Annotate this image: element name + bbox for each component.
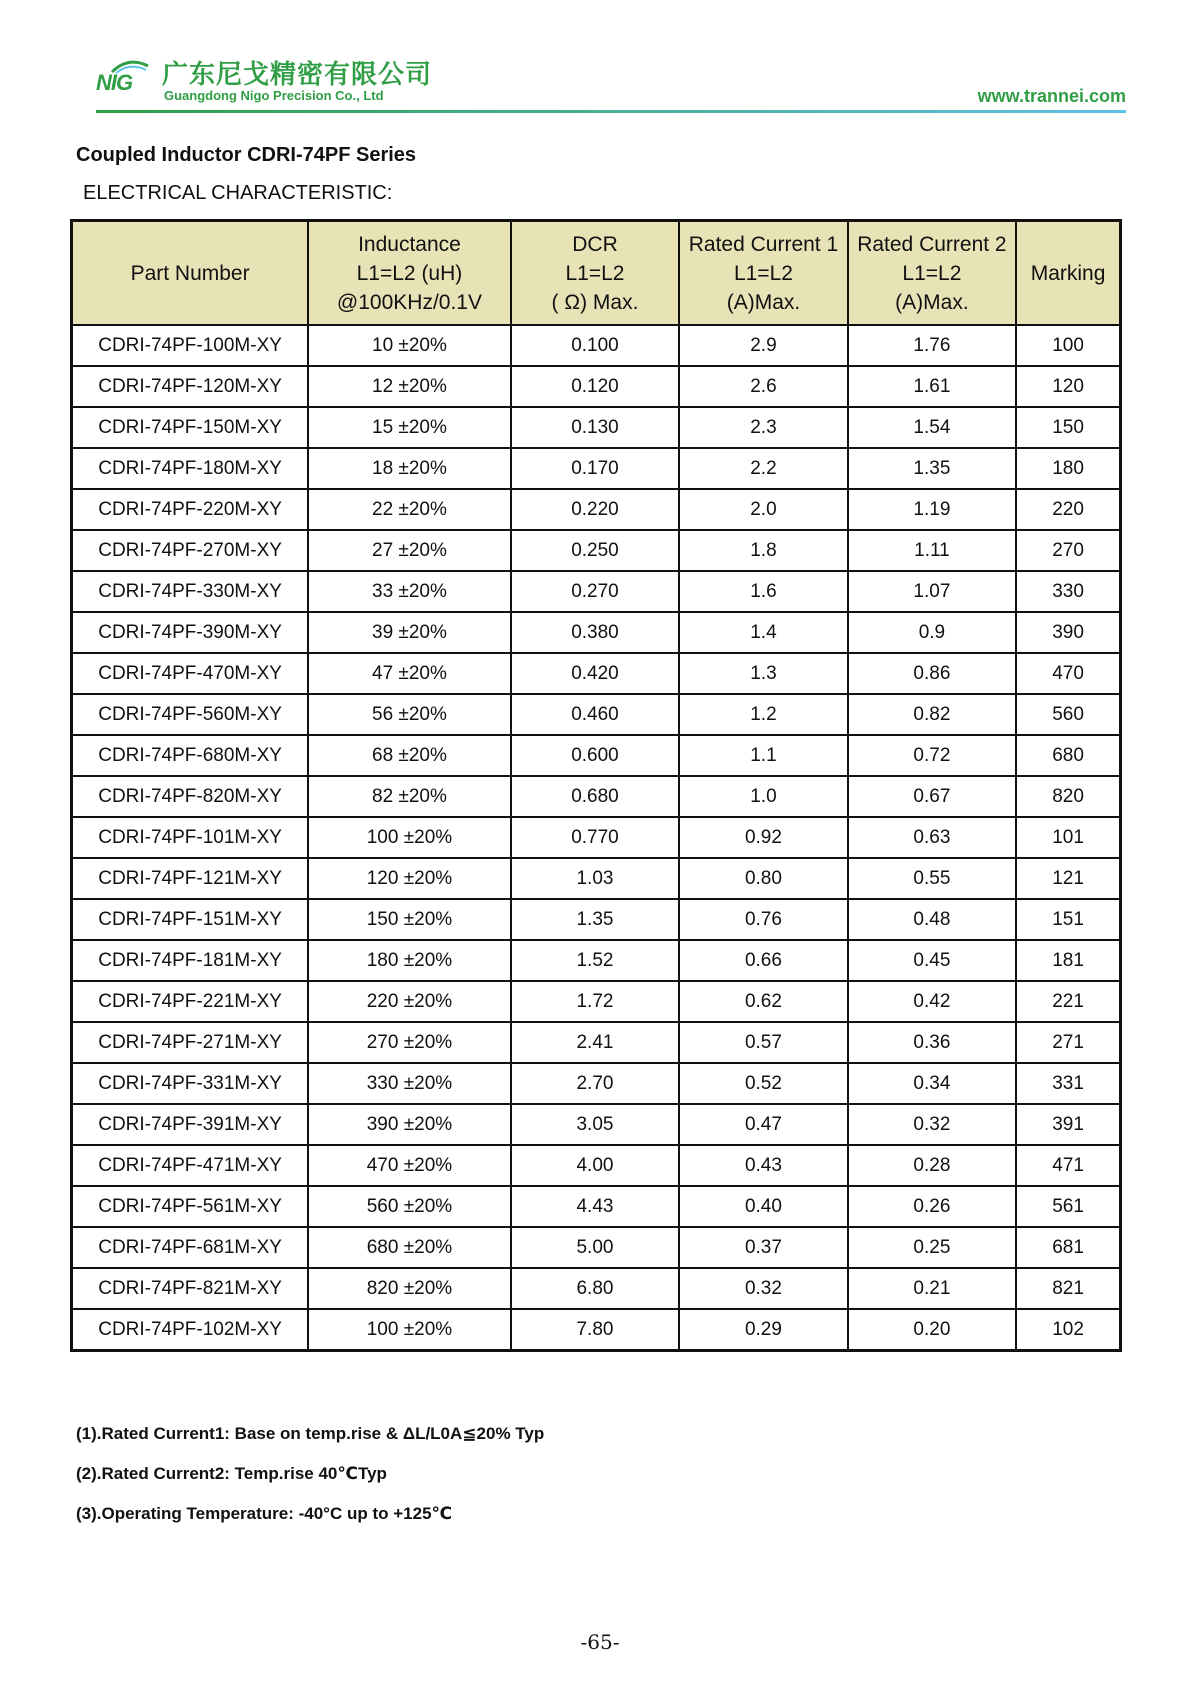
cell-marking: 181 bbox=[1016, 940, 1120, 981]
cell-marking: 102 bbox=[1016, 1309, 1120, 1351]
cell-rated-current-1: 0.92 bbox=[679, 817, 847, 858]
cell-dcr: 0.250 bbox=[511, 530, 679, 571]
cell-part-number: CDRI-74PF-101M-XY bbox=[72, 817, 309, 858]
column-header-line: L1=L2 bbox=[902, 261, 962, 285]
cell-dcr: 5.00 bbox=[511, 1227, 679, 1268]
cell-part-number: CDRI-74PF-470M-XY bbox=[72, 653, 309, 694]
cell-rated-current-2: 0.36 bbox=[848, 1022, 1016, 1063]
footnote-item: (2).Rated Current2: Temp.rise 40℃Typ bbox=[76, 1464, 387, 1483]
cell-rated-current-2: 0.26 bbox=[848, 1186, 1016, 1227]
cell-rated-current-1: 0.62 bbox=[679, 981, 847, 1022]
table-row bbox=[72, 1309, 1121, 1351]
cell-marking: 221 bbox=[1016, 981, 1120, 1022]
table-row bbox=[72, 899, 1121, 940]
cell-dcr: 0.770 bbox=[511, 817, 679, 858]
table-row bbox=[72, 776, 1121, 817]
cell-part-number: CDRI-74PF-271M-XY bbox=[72, 1022, 309, 1063]
cell-dcr: 0.100 bbox=[511, 325, 679, 366]
cell-inductance: 12 ±20% bbox=[308, 366, 511, 407]
table-row bbox=[72, 1104, 1121, 1145]
table-row bbox=[72, 325, 1121, 366]
cell-marking: 220 bbox=[1016, 489, 1120, 530]
page-header bbox=[96, 52, 1126, 110]
cell-dcr: 0.380 bbox=[511, 612, 679, 653]
column-header-line: Marking bbox=[1030, 261, 1106, 285]
cell-rated-current-1: 0.47 bbox=[679, 1104, 847, 1145]
cell-dcr: 0.170 bbox=[511, 448, 679, 489]
cell-marking: 560 bbox=[1016, 694, 1120, 735]
cell-dcr: 0.680 bbox=[511, 776, 679, 817]
cell-marking: 470 bbox=[1016, 653, 1120, 694]
column-header-line: L1=L2 bbox=[733, 261, 793, 285]
electrical-characteristics-table bbox=[70, 219, 1122, 1352]
table-body bbox=[72, 325, 1121, 1351]
column-header-inductance bbox=[308, 221, 511, 326]
footnote-item: (1).Rated Current1: Base on temp.rise & ΔL/L0A≦20% Typ bbox=[76, 1424, 545, 1443]
cell-rated-current-1: 0.66 bbox=[679, 940, 847, 981]
cell-rated-current-2: 1.11 bbox=[848, 530, 1016, 571]
table-row bbox=[72, 1022, 1121, 1063]
company-name-en: Guangdong Nigo Precision Co., Ltd bbox=[164, 88, 384, 103]
column-header-line: ( Ω) Max. bbox=[551, 290, 639, 314]
cell-rated-current-2: 1.54 bbox=[848, 407, 1016, 448]
cell-rated-current-1: 2.3 bbox=[679, 407, 847, 448]
cell-rated-current-2: 0.32 bbox=[848, 1104, 1016, 1145]
cell-inductance: 47 ±20% bbox=[308, 653, 511, 694]
cell-dcr: 4.43 bbox=[511, 1186, 679, 1227]
cell-inductance: 33 ±20% bbox=[308, 571, 511, 612]
cell-rated-current-1: 0.52 bbox=[679, 1063, 847, 1104]
table-row bbox=[72, 981, 1121, 1022]
cell-rated-current-1: 1.1 bbox=[679, 735, 847, 776]
cell-rated-current-1: 2.6 bbox=[679, 366, 847, 407]
cell-inductance: 120 ±20% bbox=[308, 858, 511, 899]
cell-dcr: 0.220 bbox=[511, 489, 679, 530]
cell-inductance: 18 ±20% bbox=[308, 448, 511, 489]
cell-dcr: 7.80 bbox=[511, 1309, 679, 1351]
cell-dcr: 2.41 bbox=[511, 1022, 679, 1063]
column-header-line: DCR bbox=[572, 232, 618, 256]
cell-rated-current-1: 1.2 bbox=[679, 694, 847, 735]
cell-part-number: CDRI-74PF-471M-XY bbox=[72, 1145, 309, 1186]
cell-rated-current-2: 0.45 bbox=[848, 940, 1016, 981]
table-row bbox=[72, 1227, 1121, 1268]
cell-rated-current-1: 1.8 bbox=[679, 530, 847, 571]
cell-part-number: CDRI-74PF-181M-XY bbox=[72, 940, 309, 981]
logo-text: NIG bbox=[96, 70, 133, 95]
cell-part-number: CDRI-74PF-102M-XY bbox=[72, 1309, 309, 1351]
cell-part-number: CDRI-74PF-561M-XY bbox=[72, 1186, 309, 1227]
cell-marking: 331 bbox=[1016, 1063, 1120, 1104]
cell-inductance: 680 ±20% bbox=[308, 1227, 511, 1268]
cell-marking: 680 bbox=[1016, 735, 1120, 776]
website-link[interactable]: www.trannei.com bbox=[977, 86, 1126, 106]
cell-inductance: 39 ±20% bbox=[308, 612, 511, 653]
column-header-line: Part Number bbox=[130, 261, 250, 285]
cell-part-number: CDRI-74PF-820M-XY bbox=[72, 776, 309, 817]
table-row bbox=[72, 612, 1121, 653]
cell-marking: 121 bbox=[1016, 858, 1120, 899]
cell-rated-current-2: 0.55 bbox=[848, 858, 1016, 899]
table-row bbox=[72, 407, 1121, 448]
cell-rated-current-1: 1.0 bbox=[679, 776, 847, 817]
cell-rated-current-2: 1.35 bbox=[848, 448, 1016, 489]
cell-rated-current-2: 0.48 bbox=[848, 899, 1016, 940]
cell-inductance: 68 ±20% bbox=[308, 735, 511, 776]
cell-part-number: CDRI-74PF-220M-XY bbox=[72, 489, 309, 530]
cell-marking: 270 bbox=[1016, 530, 1120, 571]
cell-rated-current-1: 2.2 bbox=[679, 448, 847, 489]
cell-marking: 821 bbox=[1016, 1268, 1120, 1309]
cell-rated-current-2: 1.76 bbox=[848, 325, 1016, 366]
cell-marking: 271 bbox=[1016, 1022, 1120, 1063]
column-header-line: Inductance bbox=[358, 232, 461, 256]
column-header-rated-current-1 bbox=[679, 221, 847, 326]
column-header-line: L1=L2 bbox=[565, 261, 625, 285]
cell-inductance: 180 ±20% bbox=[308, 940, 511, 981]
cell-marking: 180 bbox=[1016, 448, 1120, 489]
cell-rated-current-1: 0.76 bbox=[679, 899, 847, 940]
cell-rated-current-2: 0.42 bbox=[848, 981, 1016, 1022]
cell-inductance: 220 ±20% bbox=[308, 981, 511, 1022]
cell-dcr: 2.70 bbox=[511, 1063, 679, 1104]
cell-part-number: CDRI-74PF-221M-XY bbox=[72, 981, 309, 1022]
cell-part-number: CDRI-74PF-180M-XY bbox=[72, 448, 309, 489]
cell-rated-current-1: 1.6 bbox=[679, 571, 847, 612]
cell-dcr: 0.460 bbox=[511, 694, 679, 735]
cell-dcr: 4.00 bbox=[511, 1145, 679, 1186]
cell-dcr: 1.72 bbox=[511, 981, 679, 1022]
cell-rated-current-1: 2.9 bbox=[679, 325, 847, 366]
cell-dcr: 1.52 bbox=[511, 940, 679, 981]
cell-rated-current-2: 0.67 bbox=[848, 776, 1016, 817]
cell-inductance: 22 ±20% bbox=[308, 489, 511, 530]
cell-rated-current-2: 0.21 bbox=[848, 1268, 1016, 1309]
cell-dcr: 0.130 bbox=[511, 407, 679, 448]
table-row bbox=[72, 366, 1121, 407]
cell-inductance: 10 ±20% bbox=[308, 325, 511, 366]
cell-inductance: 390 ±20% bbox=[308, 1104, 511, 1145]
cell-inductance: 560 ±20% bbox=[308, 1186, 511, 1227]
cell-marking: 390 bbox=[1016, 612, 1120, 653]
cell-rated-current-2: 0.9 bbox=[848, 612, 1016, 653]
table-header-row bbox=[72, 221, 1121, 326]
cell-marking: 150 bbox=[1016, 407, 1120, 448]
footnote-item: (3).Operating Temperature: -40°C up to +125℃ bbox=[76, 1504, 453, 1523]
cell-inductance: 100 ±20% bbox=[308, 1309, 511, 1351]
cell-inductance: 56 ±20% bbox=[308, 694, 511, 735]
cell-marking: 391 bbox=[1016, 1104, 1120, 1145]
cell-inductance: 330 ±20% bbox=[308, 1063, 511, 1104]
cell-rated-current-1: 0.32 bbox=[679, 1268, 847, 1309]
section-subtitle: ELECTRICAL CHARACTERISTIC: bbox=[83, 182, 393, 204]
cell-marking: 151 bbox=[1016, 899, 1120, 940]
cell-dcr: 3.05 bbox=[511, 1104, 679, 1145]
cell-rated-current-1: 0.40 bbox=[679, 1186, 847, 1227]
cell-part-number: CDRI-74PF-150M-XY bbox=[72, 407, 309, 448]
column-header-dcr bbox=[511, 221, 679, 326]
company-logo bbox=[96, 60, 160, 100]
cell-inductance: 470 ±20% bbox=[308, 1145, 511, 1186]
cell-marking: 471 bbox=[1016, 1145, 1120, 1186]
column-header-marking bbox=[1016, 221, 1120, 326]
table-row bbox=[72, 735, 1121, 776]
cell-rated-current-2: 0.20 bbox=[848, 1309, 1016, 1351]
table-row bbox=[72, 448, 1121, 489]
column-header-line: L1=L2 (uH) bbox=[356, 261, 463, 285]
cell-dcr: 0.270 bbox=[511, 571, 679, 612]
cell-rated-current-1: 0.37 bbox=[679, 1227, 847, 1268]
cell-part-number: CDRI-74PF-151M-XY bbox=[72, 899, 309, 940]
cell-inductance: 100 ±20% bbox=[308, 817, 511, 858]
column-header-line: Rated Current 1 bbox=[688, 232, 839, 256]
cell-rated-current-2: 0.34 bbox=[848, 1063, 1016, 1104]
table-row bbox=[72, 530, 1121, 571]
cell-part-number: CDRI-74PF-560M-XY bbox=[72, 694, 309, 735]
cell-part-number: CDRI-74PF-121M-XY bbox=[72, 858, 309, 899]
cell-marking: 100 bbox=[1016, 325, 1120, 366]
table-row bbox=[72, 571, 1121, 612]
document-title: Coupled Inductor CDRI-74PF Series bbox=[76, 144, 417, 166]
cell-rated-current-1: 2.0 bbox=[679, 489, 847, 530]
cell-part-number: CDRI-74PF-270M-XY bbox=[72, 530, 309, 571]
cell-rated-current-1: 0.29 bbox=[679, 1309, 847, 1351]
cell-rated-current-1: 1.4 bbox=[679, 612, 847, 653]
cell-part-number: CDRI-74PF-391M-XY bbox=[72, 1104, 309, 1145]
cell-marking: 681 bbox=[1016, 1227, 1120, 1268]
cell-part-number: CDRI-74PF-330M-XY bbox=[72, 571, 309, 612]
cell-part-number: CDRI-74PF-331M-XY bbox=[72, 1063, 309, 1104]
cell-marking: 120 bbox=[1016, 366, 1120, 407]
cell-inductance: 27 ±20% bbox=[308, 530, 511, 571]
table-row bbox=[72, 1186, 1121, 1227]
cell-inductance: 820 ±20% bbox=[308, 1268, 511, 1309]
cell-rated-current-2: 0.72 bbox=[848, 735, 1016, 776]
cell-rated-current-2: 0.28 bbox=[848, 1145, 1016, 1186]
company-name-cn: 广东尼戈精密有限公司 bbox=[162, 60, 433, 90]
cell-inductance: 270 ±20% bbox=[308, 1022, 511, 1063]
cell-part-number: CDRI-74PF-681M-XY bbox=[72, 1227, 309, 1268]
cell-inductance: 15 ±20% bbox=[308, 407, 511, 448]
cell-rated-current-1: 0.80 bbox=[679, 858, 847, 899]
cell-inductance: 82 ±20% bbox=[308, 776, 511, 817]
cell-marking: 820 bbox=[1016, 776, 1120, 817]
cell-dcr: 0.120 bbox=[511, 366, 679, 407]
cell-rated-current-1: 0.57 bbox=[679, 1022, 847, 1063]
cell-dcr: 1.03 bbox=[511, 858, 679, 899]
header-divider bbox=[96, 110, 1126, 113]
column-header-line: (A)Max. bbox=[895, 290, 969, 314]
cell-marking: 561 bbox=[1016, 1186, 1120, 1227]
table-row bbox=[72, 817, 1121, 858]
table-row bbox=[72, 653, 1121, 694]
cell-dcr: 6.80 bbox=[511, 1268, 679, 1309]
cell-dcr: 0.420 bbox=[511, 653, 679, 694]
cell-part-number: CDRI-74PF-680M-XY bbox=[72, 735, 309, 776]
cell-dcr: 1.35 bbox=[511, 899, 679, 940]
cell-marking: 330 bbox=[1016, 571, 1120, 612]
table-row bbox=[72, 489, 1121, 530]
table-row bbox=[72, 694, 1121, 735]
cell-rated-current-2: 0.63 bbox=[848, 817, 1016, 858]
cell-inductance: 150 ±20% bbox=[308, 899, 511, 940]
cell-rated-current-2: 0.82 bbox=[848, 694, 1016, 735]
cell-part-number: CDRI-74PF-100M-XY bbox=[72, 325, 309, 366]
cell-rated-current-2: 1.61 bbox=[848, 366, 1016, 407]
table-row bbox=[72, 1145, 1121, 1186]
cell-dcr: 0.600 bbox=[511, 735, 679, 776]
cell-marking: 101 bbox=[1016, 817, 1120, 858]
cell-part-number: CDRI-74PF-120M-XY bbox=[72, 366, 309, 407]
cell-part-number: CDRI-74PF-821M-XY bbox=[72, 1268, 309, 1309]
cell-rated-current-1: 1.3 bbox=[679, 653, 847, 694]
cell-part-number: CDRI-74PF-390M-XY bbox=[72, 612, 309, 653]
cell-rated-current-2: 0.86 bbox=[848, 653, 1016, 694]
column-header-part-number bbox=[72, 221, 309, 326]
column-header-line: Rated Current 2 bbox=[857, 232, 1007, 256]
cell-rated-current-2: 1.07 bbox=[848, 571, 1016, 612]
cell-rated-current-1: 0.43 bbox=[679, 1145, 847, 1186]
cell-rated-current-2: 1.19 bbox=[848, 489, 1016, 530]
column-header-line: (A)Max. bbox=[726, 290, 801, 314]
cell-rated-current-2: 0.25 bbox=[848, 1227, 1016, 1268]
column-header-rated-current-2 bbox=[848, 221, 1016, 326]
table-row bbox=[72, 858, 1121, 899]
footnotes bbox=[76, 1424, 544, 1544]
table-row bbox=[72, 940, 1121, 981]
table-row bbox=[72, 1268, 1121, 1309]
page-number: -65- bbox=[580, 1630, 620, 1654]
table-row bbox=[72, 1063, 1121, 1104]
column-header-line: @100KHz/0.1V bbox=[336, 290, 482, 314]
